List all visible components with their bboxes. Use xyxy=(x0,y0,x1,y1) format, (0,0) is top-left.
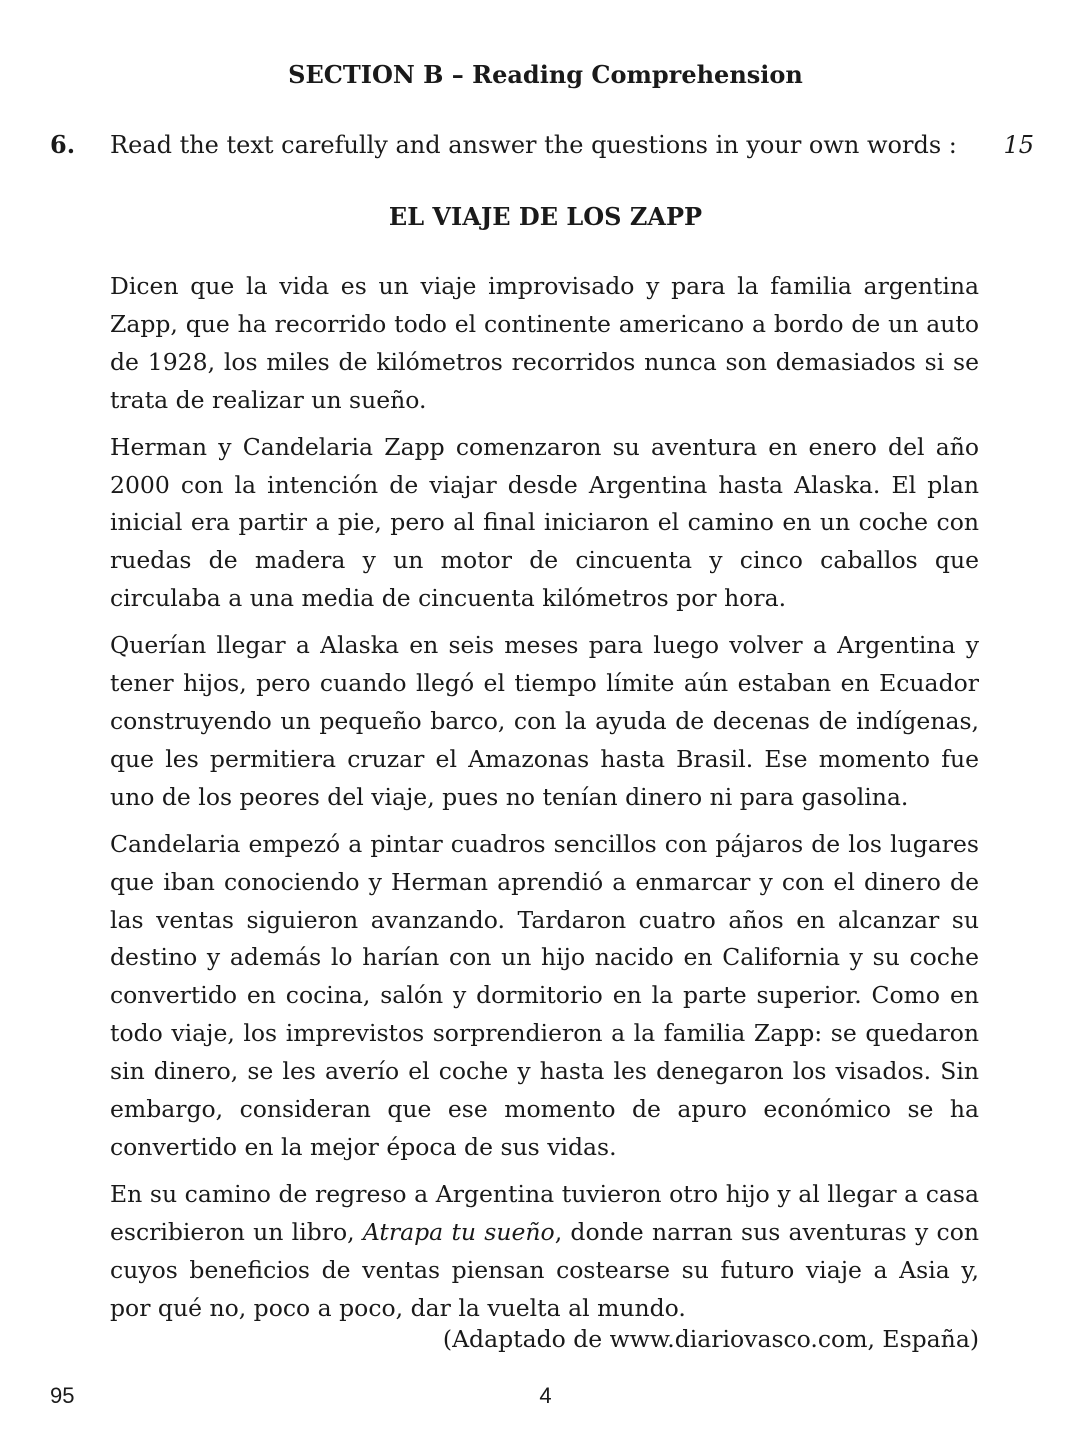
passage-body xyxy=(110,268,979,1336)
question-instruction: Read the text carefully and answer the questions in your own words : xyxy=(110,131,957,159)
question-marks: 15 xyxy=(1003,131,1034,159)
question-number: 6. xyxy=(50,130,76,159)
paper-code: 95 xyxy=(50,1383,75,1408)
passage-paragraph-last xyxy=(110,1176,979,1328)
passage-paragraph: Herman y Candelaria Zapp comenzaron su aventura en enero del año 2000 con la intención de viajar desde Argentina hasta Alaska. El plan inicial era partir a pie, pero al final iniciaron el camino en un coche con ruedas de madera y un motor de cincuenta y cinco caballos que circulaba a una media de cincuenta kilómetros por hora. xyxy=(110,432,979,613)
passage-title: EL VIAJE DE LOS ZAPP xyxy=(388,202,703,231)
passage-text: , donde narran sus aventuras y con cuyos beneficios de ventas piensan costearse su futuro viaje a Asia y, por qué no, poco a poco, dar la vuelta al mundo. xyxy=(110,1217,980,1322)
passage-paragraph: Dicen que la vida es un viaje improvisado y para la familia argentina Zapp, que ha recorrido todo el continente americano a bordo de un auto de 1928, los miles de kilómetros recorridos nunca son demasiados si se trata de realizar un sueño. xyxy=(110,272,979,414)
passage-source: (Adaptado de www.diariovasco.com, España) xyxy=(442,1325,979,1353)
passage-paragraph: Querían llegar a Alaska en seis meses para luego volver a Argentina y tener hijos, pero cuando llegó el tiempo límite aún estaban en Ecuador construyendo un pequeño barco, con la ayuda de decenas de indígenas, que les permitiera cruzar el Amazonas hasta Brasil. Ese momento fue uno de los peores del viaje, pues no tenían dinero ni para gasolina. xyxy=(110,631,979,811)
section-heading: SECTION B – Reading Comprehension xyxy=(288,60,803,89)
passage-paragraph: Candelaria empezó a pintar cuadros sencillos con pájaros de los lugares que iban conociendo y Herman aprendió a enmarcar y con el dinero de las ventas siguieron avanzando. Tardaron cuatro años en alcanzar su destino y además lo harían con un hijo nacido en California y su coche convertido en cocina, salón y dormitorio en la parte superior. Como en todo viaje, los imprevistos sorprendieron a la familia Zapp: se quedaron sin dinero, se les averío el coche y hasta les denegaron los visados. Sin embargo, consideran que ese momento de apuro económico se ha convertido en la mejor época de sus vidas. xyxy=(110,829,979,1161)
page-number: 4 xyxy=(539,1383,552,1408)
passage-text: En su camino de regreso a Argentina tuvieron otro hijo y al llegar a casa escribieron un libro, xyxy=(110,1179,979,1246)
book-title: Atrapa tu sueño xyxy=(362,1217,555,1246)
